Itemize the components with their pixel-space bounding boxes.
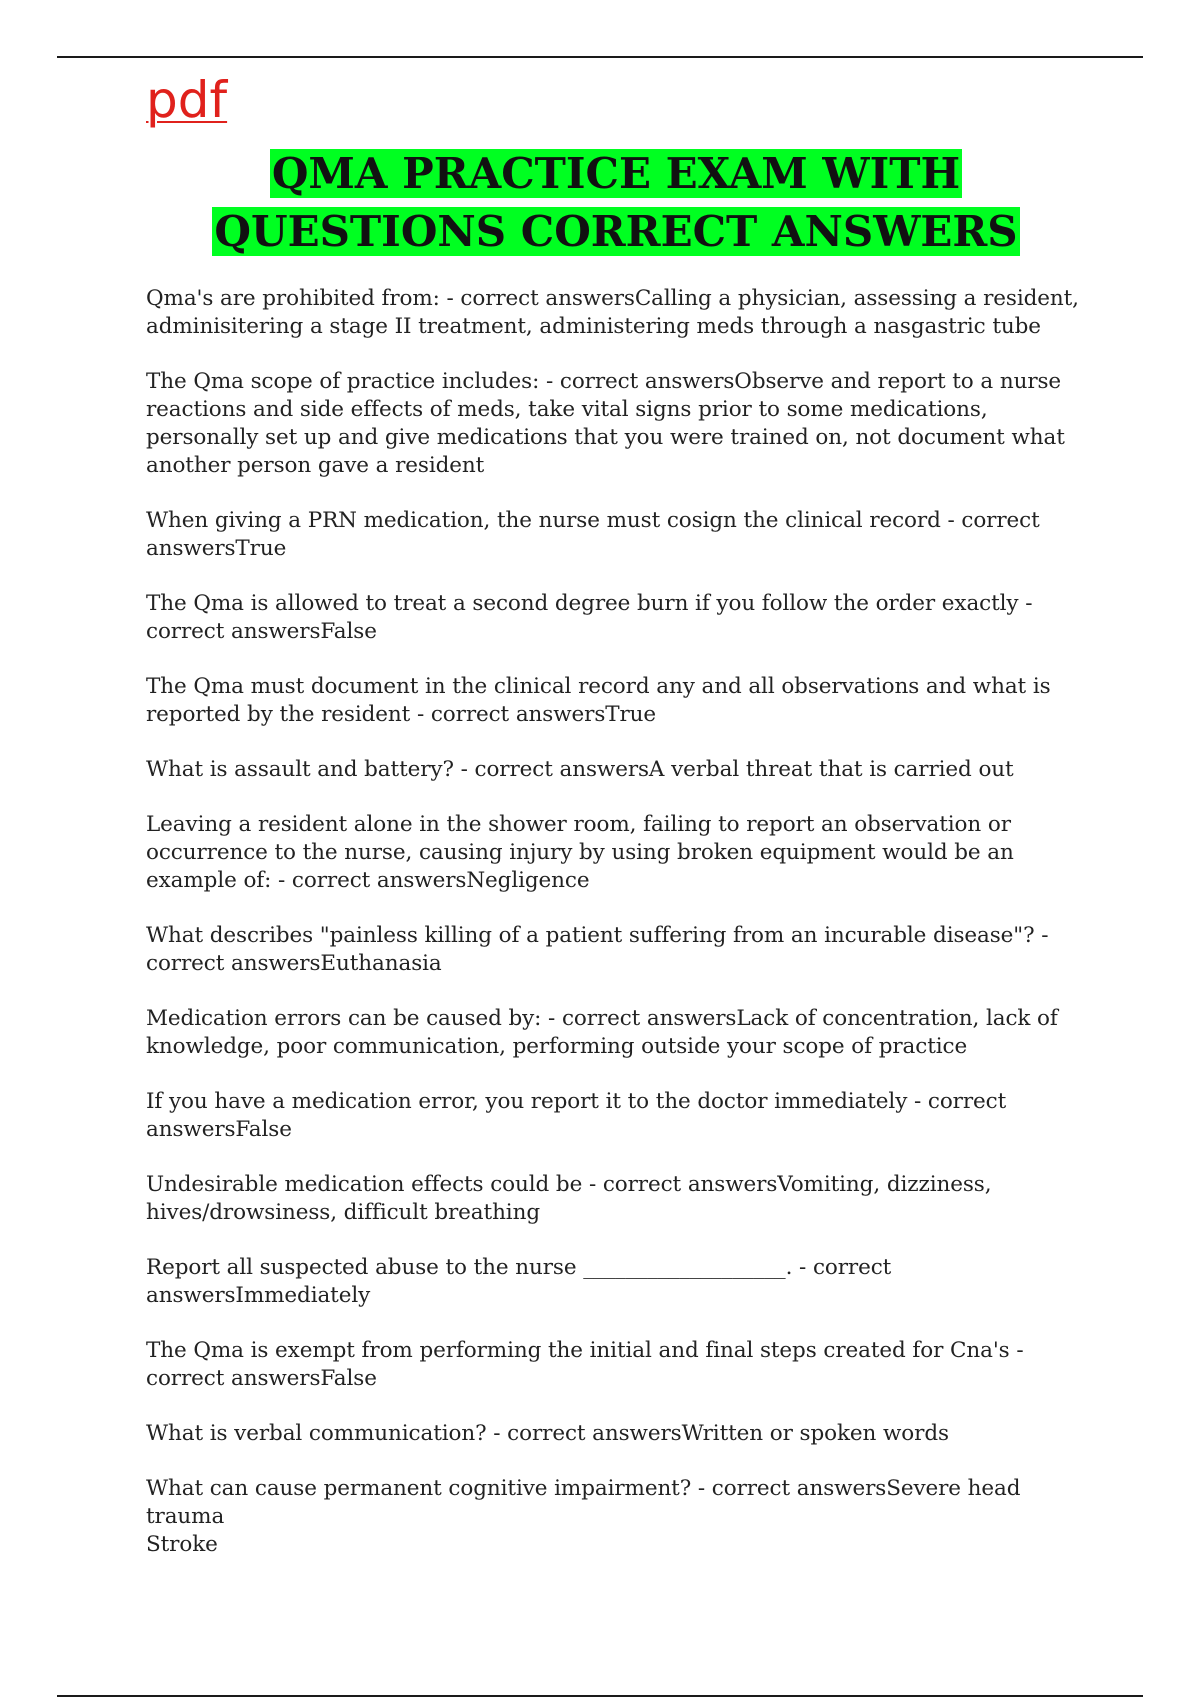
title-block <box>146 145 1086 261</box>
qa-item: What describes "painless killing of a patient suffering from an incurable disease"? - correct answersEuthanasia <box>146 923 1049 976</box>
pdf-link[interactable]: pdf <box>146 71 228 129</box>
qa-item: What is assault and battery? - correct answersA verbal threat that is carried out <box>146 757 1014 782</box>
qa-item: The Qma must document in the clinical record any and all observations and what is reported by the resident - correct answersTrue <box>146 674 1051 727</box>
qa-item: Leaving a resident alone in the shower room, failing to report an observation or occurrence to the nurse, causing injury by using broken equipment would be an example of: - correct answersNegligence <box>146 812 1014 893</box>
qa-item: What is verbal communication? - correct answersWritten or spoken words <box>146 1421 949 1446</box>
qa-item: When giving a PRN medication, the nurse must cosign the clinical record - correct answersTrue <box>146 508 1040 561</box>
qa-list <box>146 285 1096 1586</box>
page-title <box>146 145 1086 261</box>
qa-item: What can cause permanent cognitive impairment? - correct answersSevere head trauma Stroke <box>146 1476 1021 1557</box>
qa-item: The Qma scope of practice includes: - correct answersObserve and report to a nurse reactions and side effects of meds, take vital signs prior to some medications, personally set up and give medications that you were trained on, not document what another person gave a resident <box>146 369 1065 478</box>
qa-item: The Qma is allowed to treat a second degree burn if you follow the order exactly - correct answersFalse <box>146 591 1033 644</box>
qa-item: Medication errors can be caused by: - correct answersLack of concentration, lack of knowledge, poor communication, performing outside your scope of practice <box>146 1006 1058 1059</box>
qa-item: Report all suspected abuse to the nurse ___________________. - correct answersImmediately <box>146 1255 892 1308</box>
qa-item: If you have a medication error, you report it to the doctor immediately - correct answersFalse <box>146 1089 1007 1142</box>
top-divider <box>57 56 1143 58</box>
page-title-highlight: QMA PRACTICE EXAM WITH QUESTIONS CORRECT ANSWERS <box>214 149 1018 256</box>
bottom-divider <box>57 1695 1143 1697</box>
qa-item: The Qma is exempt from performing the initial and final steps created for Cna's - correct answersFalse <box>146 1338 1024 1391</box>
qa-item: Qma's are prohibited from: - correct answersCalling a physician, assessing a resident, adminisitering a stage II treatment, administering meds through a nasgastric tube <box>146 286 1079 339</box>
qa-item: Undesirable medication effects could be - correct answersVomiting, dizziness, hives/drowsiness, difficult breathing <box>146 1172 992 1225</box>
